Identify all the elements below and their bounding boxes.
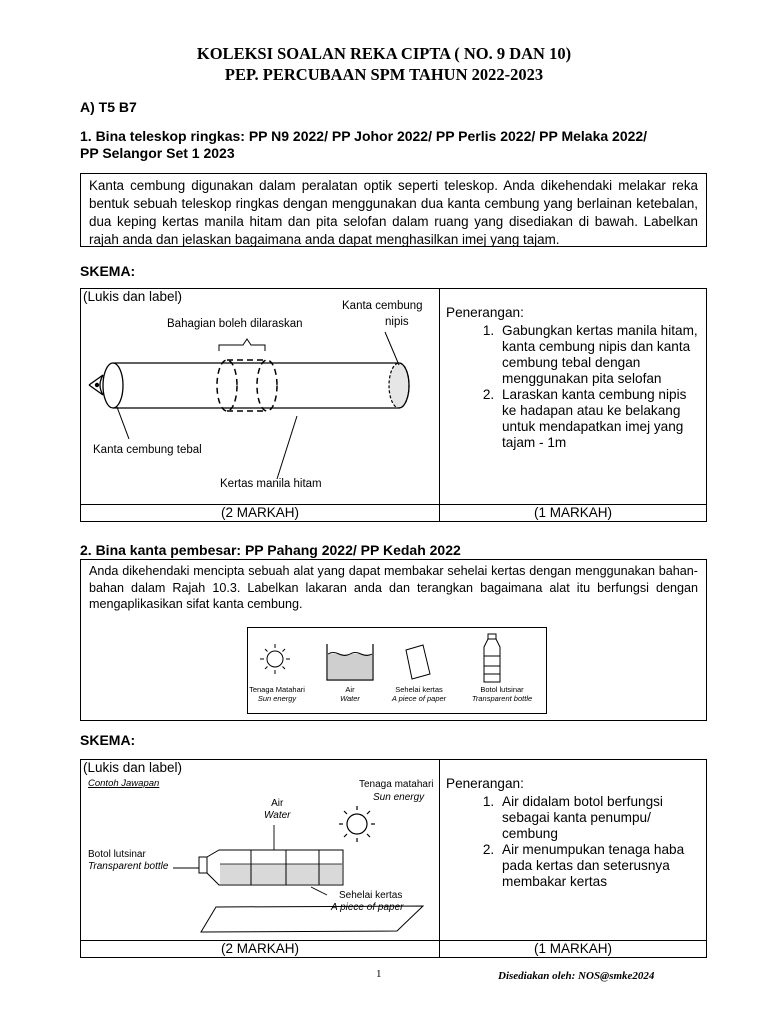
q2-drawing-cell	[81, 760, 440, 941]
caption-ms: Botol lutsinar	[480, 685, 524, 694]
q1-heading-line-2: PP Selangor Set 1 2023	[80, 145, 235, 161]
thick-lens-shape	[103, 363, 123, 408]
label-sun-ms: Tenaga matahari	[359, 779, 434, 790]
prepared-by: Disediakan oleh: NOS@smke2024	[498, 970, 655, 982]
document-title-line-2: PEP. PERCUBAAN SPM TAHUN 2022-2023	[224, 65, 544, 84]
label-paper-ms: Sehelai kertas	[339, 890, 403, 901]
caption-en: A piece of paper	[391, 693, 447, 703]
q1-marks-left: (2 MARKAH)	[81, 505, 440, 522]
q2-marks-right: (1 MARKAH)	[440, 941, 707, 958]
q1-explanation-item: 1. Gabungkan kertas manila hitam, kanta cembung nipis dan kanta cembung tebal dengan menggunakan pita selofan	[498, 323, 704, 387]
caption-en: Sun energy	[257, 693, 297, 703]
q2-question-box	[80, 559, 707, 721]
q2-draw-instruction: (Lukis dan label)	[83, 760, 183, 775]
q1-question-text: Kanta cembung digunakan dalam peralatan optik seperti teleskop. Anda dikehendaki melakar reka bentuk sebuah teleskop ringkas dengan menggunakan dua kanta cembung yang berlainan ketebalan, dua keping kertas manila hitam dan pita selofan dalam ruang yang disediakan di bawah. Labelkan rajah anda dan jelaskan bagaimana anda dapat menghasilkan imej yang tajam.	[89, 178, 698, 247]
water-container-icon	[327, 644, 373, 680]
label-water	[264, 798, 291, 822]
adjustable-section	[217, 360, 277, 411]
example-answer-label: Contoh Jawapan	[88, 778, 160, 789]
label-paper-en: A piece of paper	[331, 902, 404, 913]
q1-draw-instruction: (Lukis dan label)	[83, 289, 183, 304]
material-caption-sun	[248, 686, 306, 703]
label-bottle	[88, 849, 168, 873]
q1-skema-table	[80, 288, 707, 522]
section-heading: A) T5 B7	[80, 99, 137, 115]
caption-ms: Air	[345, 685, 355, 694]
q1-drawing-cell	[81, 289, 440, 505]
q1-heading-line-1: 1. Bina teleskop ringkas: PP N9 2022/ PP Johor 2022/ PP Perlis 2022/ PP Melaka 2022/	[80, 128, 648, 144]
label-thin-lens-1: Kanta cembung	[342, 300, 423, 312]
q2-marks-left: (2 MARKAH)	[81, 941, 440, 958]
label-thick-lens: Kanta cembung tebal	[93, 444, 202, 456]
bottle-icon	[199, 850, 343, 885]
adjustable-brace	[219, 339, 265, 351]
figure-10-3	[247, 627, 547, 714]
label-sun-en: Sun energy	[373, 792, 425, 803]
label-bottle-en: Transparent bottle	[88, 861, 169, 872]
q1-skema-label: SKEMA:	[80, 263, 136, 279]
caption-ms: Sehelai kertas	[395, 685, 443, 694]
q2-explanation-title: Penerangan:	[446, 776, 524, 791]
q2-question-text: Anda dikehendaki mencipta sebuah alat yang dapat membakar sehelai kertas dengan menggunakan bahan-bahan dalam Rajah 10.3. Labelkan lakaran anda dan terangkan bagaimana alat itu berfungsi dengan mengaplikasikan sifat kanta cembung.	[89, 564, 698, 611]
eye-icon	[89, 375, 103, 395]
q2-skema-table	[80, 759, 707, 958]
label-adjustable-part: Bahagian boleh dilaraskan	[167, 318, 303, 330]
material-caption-water	[322, 686, 378, 703]
label-sun	[359, 778, 434, 804]
label-black-manila: Kertas manila hitam	[220, 478, 322, 490]
q2-explanation-cell	[440, 760, 707, 941]
q1-explanation-title: Penerangan:	[446, 305, 524, 320]
label-water-ms: Air	[271, 798, 284, 809]
q2-explanation-item: 2. Air menumpukan tenaga haba pada kertas dan seterusnya membakar kertas	[498, 842, 704, 890]
page-number: 1	[376, 968, 382, 980]
sun-icon	[339, 806, 375, 842]
paper-icon	[406, 645, 430, 679]
label-paper	[331, 890, 403, 914]
q1-explanation-cell	[440, 289, 707, 505]
caption-en: Transparent bottle	[471, 693, 533, 703]
q2-explanation-list	[446, 794, 704, 890]
caption-ms: Tenaga Matahari	[249, 685, 305, 694]
q1-explanation-list	[446, 323, 704, 451]
caption-en: Water	[340, 693, 360, 703]
q2-heading: 2. Bina kanta pembesar: PP Pahang 2022/ PP Kedah 2022	[80, 542, 461, 558]
q1-question-box	[80, 173, 707, 247]
label-thin-lens-2: nipis	[385, 316, 409, 328]
sun-icon	[260, 644, 290, 674]
material-caption-paper	[384, 686, 454, 703]
bottle-icon	[484, 634, 500, 682]
document-title-line-1: KOLEKSI SOALAN REKA CIPTA ( NO. 9 DAN 10)	[196, 44, 572, 63]
q1-explanation-item: 2. Laraskan kanta cembung nipis ke hadapan atau ke belakang untuk mendapatkan imej yang tajam - 1m	[498, 387, 704, 451]
q2-explanation-item: 1. Air didalam botol berfungsi sebagai kanta penumpu/ cembung	[498, 794, 704, 842]
label-bottle-ms: Botol lutsinar	[88, 849, 146, 860]
q1-marks-right: (1 MARKAH)	[440, 505, 707, 522]
material-caption-bottle	[460, 686, 544, 703]
q2-skema-label: SKEMA:	[80, 732, 136, 748]
label-water-en: Water	[264, 810, 291, 821]
